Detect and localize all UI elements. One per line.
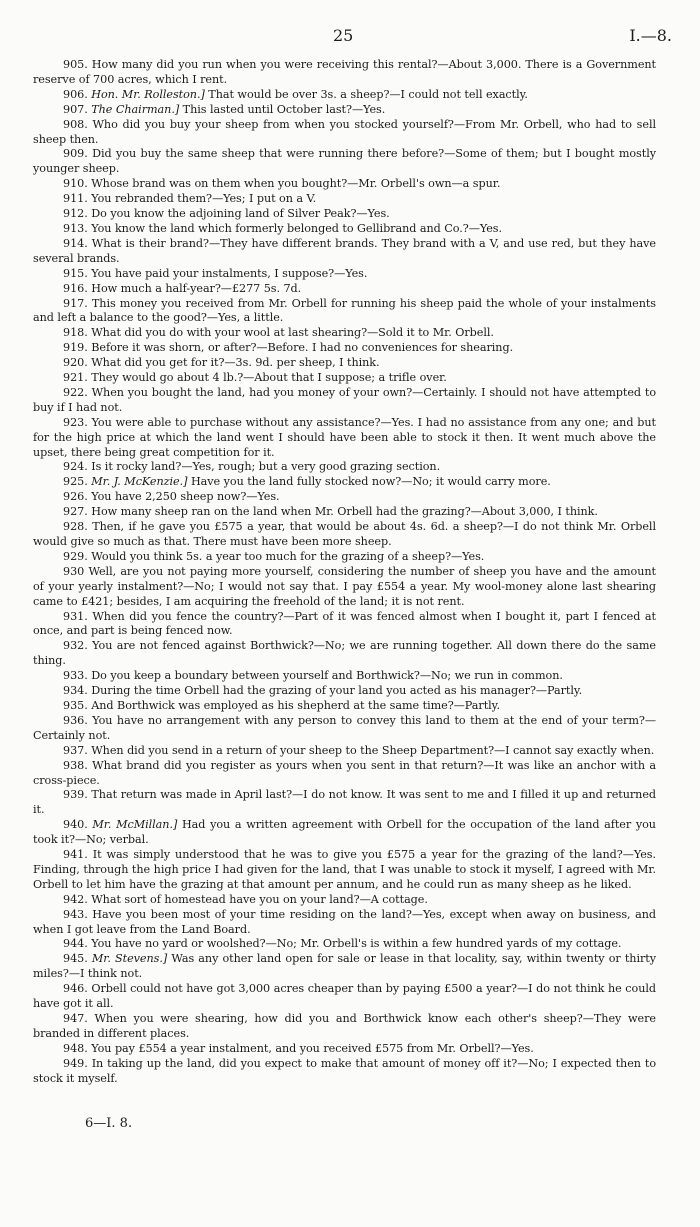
question-number: 947. — [63, 1012, 88, 1025]
question-answer-text: How much a half-year?—£277 5s. 7d. — [91, 281, 302, 295]
page-header — [0, 26, 700, 50]
question-paragraph — [33, 416, 656, 461]
question-paragraph — [33, 937, 656, 952]
question-paragraph — [33, 550, 656, 565]
question-paragraph — [33, 982, 656, 1012]
question-paragraph — [33, 759, 656, 789]
question-answer-text: Have you the land fully stocked now?—No; it would carry more. — [190, 475, 551, 489]
question-paragraph — [33, 818, 656, 848]
question-paragraph — [33, 744, 656, 759]
question-number: 913. — [63, 221, 88, 235]
question-answer-text: That return was made in April last?—I do not know. It was sent to me and I filled it up and returned it. — [33, 788, 656, 817]
question-paragraph — [33, 848, 656, 893]
question-answer-text: It was simply understood that he was to give you £575 a year for the grazing of the land?—Yes. Finding, through the high price I had given for the land, that I was unable to stock it myself, I agreed with Mr. Orbell to let him have the grazing at that amount per annum, and he could run as many sheep as he liked. — [33, 848, 656, 891]
question-number: 934. — [63, 684, 88, 698]
question-number: 917. — [63, 296, 88, 310]
question-paragraph — [33, 908, 656, 938]
question-paragraph — [33, 326, 656, 341]
question-answer-text: Had you a written agreement with Orbell for the occupation of the land after you took it?—No; verbal. — [33, 818, 656, 847]
document-reference: I.—8. — [629, 26, 672, 45]
question-number: 921. — [63, 371, 88, 385]
question-number: 936. — [63, 713, 88, 727]
question-number: 937. — [63, 743, 88, 757]
question-answer-text: Was any other land open for sale or lease in that locality, say, within twenty or thirty miles?—I think not. — [33, 952, 656, 981]
question-paragraph — [33, 475, 656, 490]
question-paragraph — [33, 341, 656, 356]
question-number: 914. — [63, 236, 88, 250]
question-answer-text: Do you know the adjoining land of Silver Peak?—Yes. — [91, 207, 390, 221]
question-number: 923. — [63, 415, 88, 429]
page-number: 25 — [333, 26, 354, 45]
printer-signature: 6—I. 8. — [85, 1116, 133, 1131]
question-answer-text: Is it rocky land?—Yes, rough; but a very good grazing section. — [91, 460, 441, 474]
question-paragraph — [33, 237, 656, 267]
question-paragraph — [33, 118, 656, 148]
question-number: 926. — [63, 490, 88, 504]
question-number: 928. — [63, 520, 88, 534]
question-answer-text: What brand did you register as yours when you sent in that return?—It was like an anchor with a cross-piece. — [33, 758, 656, 787]
question-number: 932. — [63, 639, 88, 653]
question-paragraph — [33, 952, 656, 982]
question-answer-text: You have no arrangement with any person to convey this land to them at the end of your term?—Certainly not. — [33, 713, 656, 742]
question-answer-text: You have paid your instalments, I suppose?—Yes. — [91, 266, 368, 280]
question-number: 911. — [63, 192, 88, 206]
question-answer-text: Then, if he gave you £575 a year, that would be about 4s. 6d. a sheep?—I do not think Mr. Orbell would give so much as that. There must have been more sheep. — [33, 520, 656, 548]
question-paragraph — [33, 714, 656, 744]
question-number: 941. — [63, 848, 88, 862]
question-paragraph — [33, 386, 656, 416]
question-number: 924. — [63, 460, 88, 474]
question-paragraph — [33, 356, 656, 371]
question-answer-text: When did you fence the country?—Part of it was fenced almost when I bought it, part I fenced at once, and part is being fenced now. — [33, 609, 656, 638]
question-answer-text: You know the land which formerly belonged to Gellibrand and Co.?—Yes. — [91, 221, 502, 235]
question-number: 939. — [63, 788, 88, 802]
question-answer-text: What did you do with your wool at last shearing?—Sold it to Mr. Orbell. — [91, 326, 494, 340]
question-number: 925. — [63, 475, 88, 489]
question-paragraph — [33, 788, 656, 818]
question-answer-text: Did you buy the same sheep that were running there before?—Some of them; but I bought mostly younger sheep. — [33, 147, 656, 176]
question-answer-text: When did you send in a return of your sheep to the Sheep Department?—I cannot say exactly when. — [91, 743, 655, 757]
question-paragraph — [33, 893, 656, 908]
question-number: 907. — [63, 102, 88, 116]
question-paragraph — [33, 490, 656, 505]
question-paragraph — [33, 505, 656, 520]
speaker-label: Mr. Stevens.] — [91, 952, 168, 966]
question-paragraph — [33, 1042, 656, 1057]
question-number: 909. — [63, 147, 88, 161]
question-answer-text: This money you received from Mr. Orbell for running his sheep paid the whole of your instalments and left a balance to the good?—Yes, a little. — [33, 296, 656, 325]
question-paragraph — [33, 88, 656, 103]
question-number: 942. — [63, 892, 88, 906]
question-paragraph — [33, 684, 656, 699]
question-number: 918. — [63, 326, 88, 340]
question-number: 935. — [63, 698, 88, 712]
question-answer-text: When you bought the land, had you money of your own?—Certainly. I should not have attempted to buy if I had not. — [33, 385, 656, 414]
question-answer-text: How many did you run when you were receiving this rental?—About 3,000. There is a Government reserve of 700 acres, which I rent. — [33, 58, 656, 86]
question-answer-text: Whose brand was on them when you bought?—Mr. Orbell's own—a spur. — [91, 177, 501, 191]
question-answer-text: You have 2,250 sheep now?—Yes. — [91, 490, 280, 504]
question-paragraph — [33, 565, 656, 610]
question-paragraph — [33, 669, 656, 684]
question-paragraph — [33, 103, 656, 118]
question-paragraph — [33, 699, 656, 714]
question-number: 915. — [63, 266, 88, 280]
question-paragraph — [33, 177, 656, 192]
question-number: 912. — [63, 207, 88, 221]
question-number: 927. — [63, 505, 88, 519]
question-paragraph — [33, 297, 656, 327]
question-number: 920. — [63, 356, 88, 370]
question-number: 946. — [63, 982, 88, 996]
speaker-label: Hon. Mr. Rolleston.] — [91, 87, 205, 101]
testimony-body — [33, 58, 656, 1087]
question-number: 916. — [63, 281, 88, 295]
question-answer-text: Orbell could not have got 3,000 acres cheaper than by paying £500 a year?—I do not think he could have got it all. — [33, 982, 656, 1011]
question-number: 933. — [63, 669, 88, 683]
question-answer-text: This lasted until October last?—Yes. — [182, 102, 386, 116]
question-number: 910. — [63, 177, 88, 191]
speaker-label: Mr. J. McKenzie.] — [91, 475, 188, 489]
question-paragraph — [33, 1012, 656, 1042]
question-number: 944. — [63, 937, 88, 951]
question-paragraph — [33, 460, 656, 475]
question-paragraph — [33, 1057, 656, 1087]
question-answer-text: That would be over 3s. a sheep?—I could not tell exactly. — [208, 87, 528, 101]
question-answer-text: What did you get for it?—3s. 9d. per sheep, I think. — [91, 356, 380, 370]
question-answer-text: Well, are you not paying more yourself, considering the number of sheep you have and the amount of your yearly instalment?—No; I would not say that. I pay £554 a year. My wool-money alone last shearing came to £421; besides, I am acquiring the freehold of the land; it is not rent. — [33, 564, 656, 608]
question-answer-text: Who did you buy your sheep from when you stocked yourself?—From Mr. Orbell, who had to sell sheep then. — [33, 117, 657, 146]
question-number: 940. — [63, 818, 88, 832]
question-answer-text: They would go about 4 lb.?—About that I suppose; a trifle over. — [91, 371, 447, 385]
question-number: 945. — [63, 952, 88, 966]
question-answer-text: When you were shearing, how did you and Borthwick know each other's sheep?—They were branded in different places. — [33, 1012, 656, 1040]
question-paragraph — [33, 520, 656, 550]
question-answer-text: You are not fenced against Borthwick?—No; we are running together. All down there do the same thing. — [33, 639, 656, 668]
question-number: 930 — [63, 564, 85, 578]
question-answer-text: Would you think 5s. a year too much for the grazing of a sheep?—Yes. — [91, 549, 485, 563]
question-paragraph — [33, 639, 656, 669]
question-number: 905. — [63, 58, 88, 71]
question-paragraph — [33, 207, 656, 222]
question-answer-text: What sort of homestead have you on your land?—A cottage. — [91, 892, 428, 906]
question-answer-text: What is their brand?—They have different brands. They brand with a V, and use red, but they have several brands. — [33, 236, 656, 265]
question-paragraph — [33, 222, 656, 237]
question-paragraph — [33, 267, 656, 282]
speaker-label: Mr. McMillan.] — [92, 818, 178, 832]
question-number: 938. — [63, 758, 88, 772]
question-paragraph — [33, 282, 656, 297]
question-answer-text: You were able to purchase without any assistance?—Yes. I had no assistance from any one; and but for the high price at which the land went I should have been able to stock it then. It went much above the upset, there being great competition for it. — [33, 415, 656, 459]
question-number: 931. — [63, 609, 88, 623]
question-number: 943. — [63, 907, 88, 921]
question-answer-text: During the time Orbell had the grazing of your land you acted as his manager?—Partly. — [91, 684, 583, 698]
question-answer-text: In taking up the land, did you expect to make that amount of money off it?—No; I expected then to stock it myself. — [33, 1056, 657, 1085]
question-answer-text: And Borthwick was employed as his shepherd at the same time?—Partly. — [91, 698, 500, 712]
question-paragraph — [33, 371, 656, 386]
question-paragraph — [33, 192, 656, 207]
question-number: 906. — [63, 87, 88, 101]
question-paragraph — [33, 610, 656, 640]
question-number: 949. — [63, 1056, 88, 1070]
question-answer-text: You rebranded them?—Yes; I put on a V. — [91, 192, 317, 206]
question-answer-text: Before it was shorn, or after?—Before. I had no conveniences for shearing. — [91, 341, 514, 355]
question-paragraph — [33, 58, 656, 88]
question-answer-text: Have you been most of your time residing on the land?—Yes, except when away on business, and when I got leave from the Land Board. — [33, 907, 656, 936]
question-answer-text: How many sheep ran on the land when Mr. Orbell had the grazing?—About 3,000, I think. — [91, 505, 598, 519]
question-number: 948. — [63, 1041, 88, 1055]
question-answer-text: You have no yard or woolshed?—No; Mr. Orbell's is within a few hundred yards of my cottage. — [91, 937, 622, 951]
question-number: 919. — [63, 341, 88, 355]
question-number: 929. — [63, 549, 88, 563]
question-paragraph — [33, 147, 656, 177]
speaker-label: The Chairman.] — [91, 102, 180, 116]
question-answer-text: You pay £554 a year instalment, and you received £575 from Mr. Orbell?—Yes. — [91, 1041, 534, 1055]
question-number: 908. — [63, 117, 88, 131]
question-number: 922. — [63, 385, 88, 399]
question-answer-text: Do you keep a boundary between yourself and Borthwick?—No; we run in common. — [91, 669, 563, 683]
